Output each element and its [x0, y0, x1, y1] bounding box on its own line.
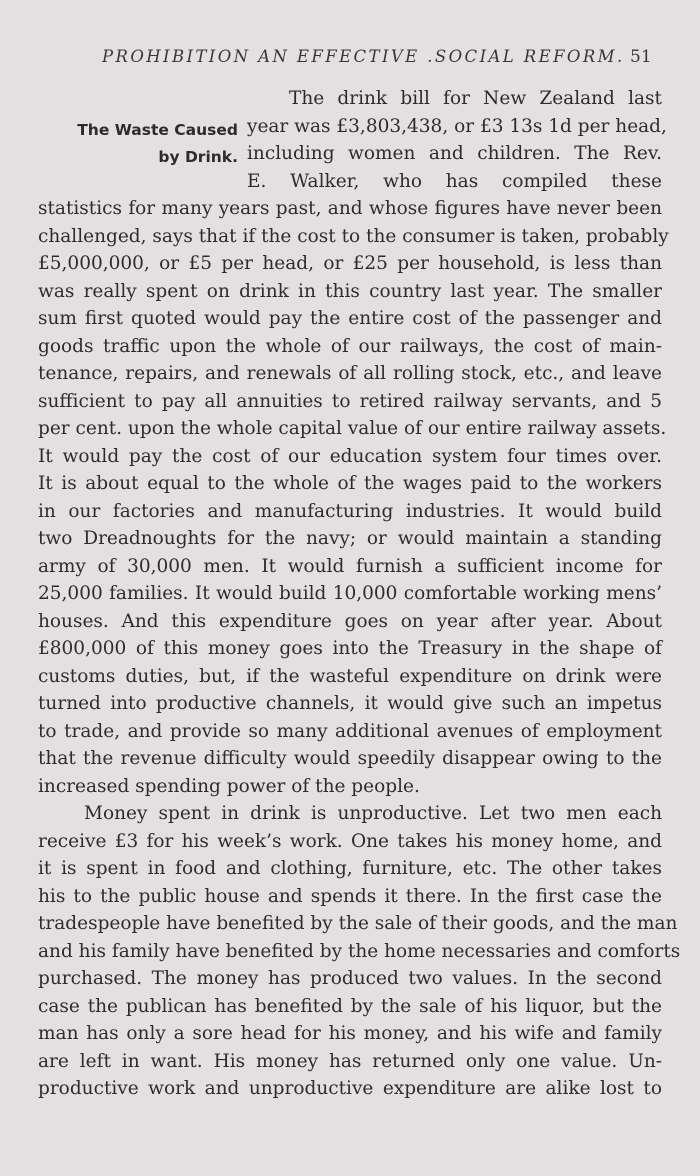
body-line: man has only a sore head for his money, and his wife and family	[38, 1023, 662, 1044]
body-line: was really spent on drink in this country last year. The smaller	[38, 280, 662, 302]
body-line: £5,000,000, or £5 per head, or £25 per household, is less than	[38, 253, 662, 274]
body-line: that the revenue difficulty would speedily disappear owing to the	[38, 748, 662, 769]
body-line: goods traffic upon the whole of our railways, the cost of main-	[38, 335, 662, 357]
body-line: challenged, says that if the cost to the consumer is taken, probably	[38, 225, 669, 247]
running-head	[0, 47, 700, 71]
body-line: tenance, repairs, and renewals of all rolling stock, etc., and leave	[38, 363, 662, 384]
body-line: his to the public house and spends it there. In the first case the	[38, 885, 662, 907]
body-line: sum first quoted would pay the entire cost of the passenger and	[38, 308, 662, 329]
body-line: are left in want. His money has returned only one value. Un-	[38, 1050, 662, 1072]
body-line: houses. And this expenditure goes on year after year. About	[38, 610, 662, 632]
body-line: in our factories and manufacturing industries. It would build	[38, 500, 662, 522]
body-line: sufficient to pay all annuities to retired railway servants, and 5	[38, 390, 662, 412]
body-line: and his family have benefited by the home necessaries and comforts	[38, 940, 681, 962]
body-line: tradespeople have benefited by the sale of their goods, and the man	[38, 913, 678, 934]
sidenote	[38, 117, 238, 171]
body-line: Money spent in drink is unproductive. Let two men each	[84, 803, 662, 824]
body-line: turned into productive channels, it would give such an impetus	[38, 693, 662, 714]
sidenote-line: by Drink.	[158, 148, 238, 166]
body-line: It would pay the cost of our education system four times over.	[38, 445, 662, 467]
sidenote-line: The Waste Caused	[77, 121, 238, 139]
body-line: per cent. upon the whole capital value of our entire railway assets.	[38, 418, 667, 439]
body-line: purchased. The money has produced two values. In the second	[38, 968, 662, 989]
body-line: It is about equal to the whole of the wages paid to the workers	[38, 473, 662, 494]
body-line: 25,000 families. It would build 10,000 comfortable working mens’	[38, 583, 662, 604]
body-line: productive work and unproductive expenditure are alike lost to	[38, 1078, 662, 1099]
body-line: two Dreadnoughts for the navy; or would maintain a standing	[38, 528, 662, 549]
body-line: receive £3 for his week’s work. One takes his money home, and	[38, 830, 662, 852]
body-line: it is spent in food and clothing, furniture, etc. The other takes	[38, 858, 662, 879]
body-line: increased spending power of the people.	[38, 775, 420, 797]
body-line: customs duties, but, if the wasteful expenditure on drink were	[38, 665, 662, 687]
body-line: £800,000 of this money goes into the Treasury in the shape of	[38, 638, 662, 659]
body-line: to trade, and provide so many additional avenues of employment	[38, 720, 662, 742]
body-line: E. Walker, who has compiled these	[247, 170, 662, 192]
body-line: case the publican has benefited by the sale of his liquor, but the	[38, 995, 662, 1017]
body-line: army of 30,000 men. It would furnish a sufficient income for	[38, 555, 662, 577]
running-head-title: PROHIBITION AN EFFECTIVE .SOCIAL REFORM.	[102, 47, 625, 66]
body-line: The drink bill for New Zealand last	[289, 88, 662, 109]
body-line: including women and children. The Rev.	[247, 143, 662, 164]
page-number: 51	[630, 47, 652, 67]
body-line: year was £3,803,438, or £3 13s 1d per head,	[247, 115, 667, 137]
body-line: statistics for many years past, and whose figures have never been	[38, 198, 662, 219]
